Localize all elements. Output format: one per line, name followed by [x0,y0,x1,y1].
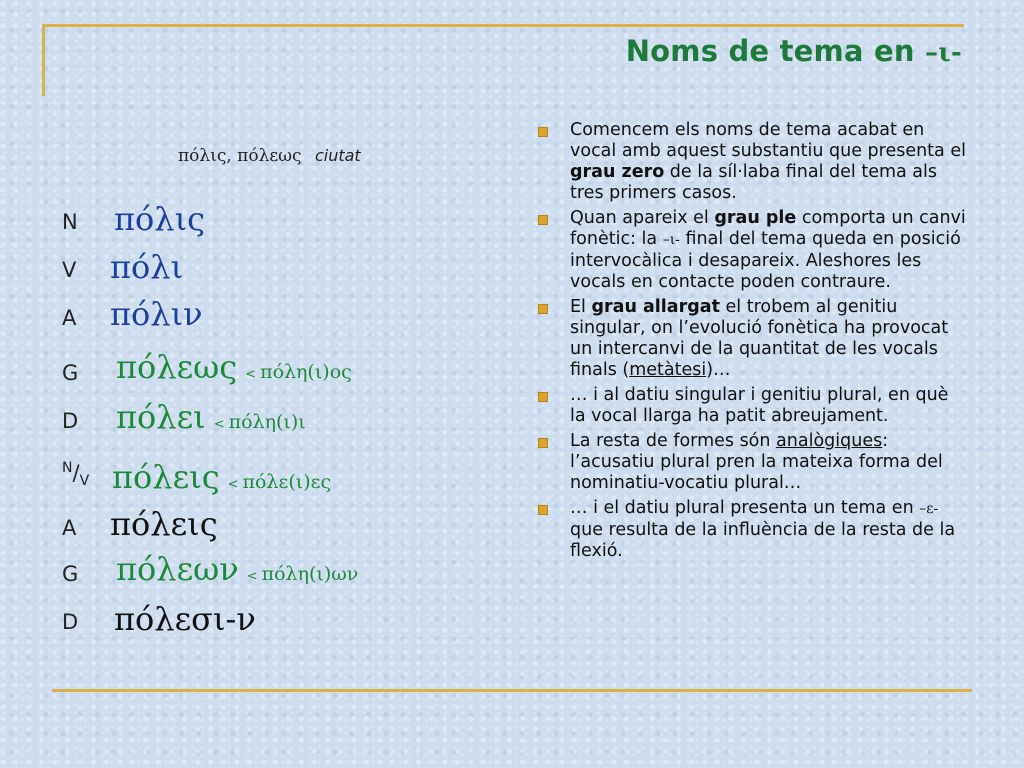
case-form [116,348,352,386]
case-form: πόλις [114,200,206,238]
origin-form: πόλη(ι)ι [228,411,306,433]
case-origin [247,563,359,585]
case-form-text: πόλεων [116,550,239,588]
case-form: πόλι [110,248,184,286]
metatesi-link[interactable]: metàtesi [629,360,707,380]
case-label: D [62,610,79,634]
frame-top-line [42,24,964,27]
case-form [116,550,358,588]
analogiques-link[interactable]: analògiques [776,431,883,451]
case-label: D [62,409,79,433]
bullet-item: El grau allargat el trobem al genitiu singular, on l’evolució fonètica ha provocat un intercanvi de la quantitat de les vocals finals (metàtesi)… [538,297,968,381]
bullet-item: Comencem els noms de tema acabat en vocal amb aquest substantiu que presenta el grau zero de la síl·laba final del tema als tres primers casos. [538,120,968,204]
case-label [62,460,89,489]
case-label: N [62,210,78,234]
bullet-item: … i el datiu plural presenta un tema en –ε- que resulta de la influència de la resta de la flexió. [538,498,968,562]
case-origin [245,361,352,383]
bullet-item: La resta de formes són analògiques: l’acusatiu plural pren la mateixa forma del nominatiu-vocatiu plural… [538,431,968,494]
case-label: A [62,306,77,330]
explanation-bullet-list [538,120,968,566]
title-main: Noms de tema en [625,34,915,68]
slide-title [626,34,962,68]
less-than-symbol: < [213,417,225,432]
less-than-symbol: < [245,367,257,382]
case-label: V [62,258,77,282]
frame-bottom-line [52,689,972,692]
case-label: G [62,361,79,385]
less-than-symbol: < [246,569,258,584]
case-form: πόλεις [110,505,218,543]
case-label: A [62,516,77,540]
case-form: πόλιν [110,295,203,333]
case-label-sup: N [62,460,73,476]
bullet-item: … i al datiu singular i genitiu plural, en què la vocal llarga ha patit abreujament. [538,385,968,427]
case-origin [214,411,306,433]
case-origin [228,471,331,493]
case-form-text: πόλεις [112,458,220,496]
lemma-greek: πόλις, πόλεως [178,146,302,166]
case-form: πόλεσι-ν [114,600,256,638]
less-than-symbol: < [227,477,239,492]
lemma-gloss: ciutat [314,146,361,165]
case-form [112,458,331,496]
bullet-item: Quan apareix el grau ple comporta un canvi fonètic: la –ι- final del tema queda en posició intervocàlica i desapareix. Aleshores les vocals en contacte poden contraure. [538,208,968,293]
case-form [116,398,306,436]
case-label-sub: V [79,473,90,490]
origin-form: πόλη(ι)ος [260,361,352,383]
origin-form: πόλη(ι)ων [261,563,359,585]
title-suffix: –ι- [925,38,962,68]
case-form-text: πόλει [116,398,206,436]
origin-form: πόλε(ι)ες [242,471,332,493]
frame-left-line [42,24,45,96]
case-label: G [62,562,79,586]
case-form-text: πόλεως [116,348,238,386]
case-label-slash: / [72,461,80,485]
lemma-heading [178,146,361,166]
